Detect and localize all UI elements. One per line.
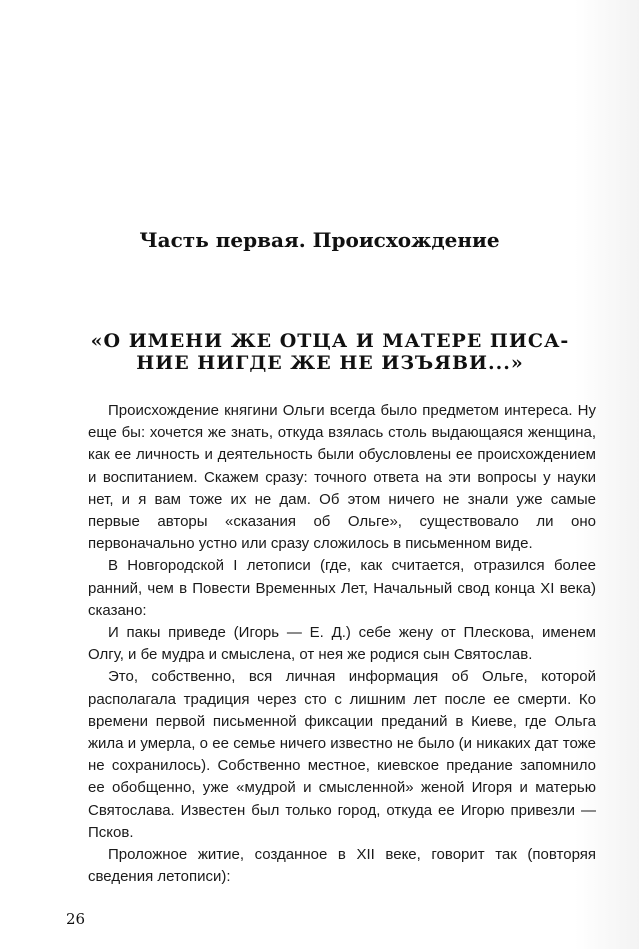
chapter-title — [80, 330, 580, 374]
paragraph: Проложное житие, созданное в XII веке, говорит так (повторяя сведения летописи): — [88, 846, 596, 886]
part-title: Часть первая. Происхождение — [139, 228, 500, 252]
chapter-title-line-2: НИЕ НИГДЕ ЖЕ НЕ ИЗЪЯВИ...» — [136, 352, 524, 374]
page-number: 26 — [66, 910, 86, 928]
paragraph: В Новгородской I летописи (где, как считается, отразился более ранний, чем в Повести Временных Лет, Начальный свод конца XI века) сказано: — [88, 557, 596, 619]
paragraph: Это, собственно, вся личная информация об Ольге, которой располагала традиция через сто с лишним лет после ее смерти. Ко времени первой письменной фиксации преданий в Киеве, где Ольга жила и умерла, о ее семье ничего известно не было (и никаких дат тоже не сохранилось). Собственно местное, киевское предание запомнило ее обобщенно, уже «мудрой и смысленной» женой Игоря и матерью Святослава. Известен был только город, откуда ее Игорю привезли — Псков. — [88, 668, 596, 841]
paragraph: Происхождение княгини Ольги всегда было предметом интереса. Ну еще бы: хочется же знать, откуда взялась столь выдающаяся женщина, как ее личность и деятельность были обусловлены ее происхождением и воспитанием. Скажем сразу: точного ответа на эти вопросы у науки нет, и я вам тоже их не дам. Об этом ничего не знали уже самые первые авторы «сказания об Ольге», существовало ли оно первоначально устно или сразу сложилось в письменном виде. — [88, 402, 596, 553]
chapter-title-line-1: «О ИМЕНИ ЖЕ ОТЦА И МАТЕРЕ ПИСА- — [90, 330, 570, 352]
body-text — [88, 400, 596, 888]
paragraph-quote: И пакы приведе (Игорь — Е. Д.) себе жену от Плескова, именем Олгу, и бе мудра и смыслена, от нея же родися сын Святослав. — [88, 624, 596, 664]
